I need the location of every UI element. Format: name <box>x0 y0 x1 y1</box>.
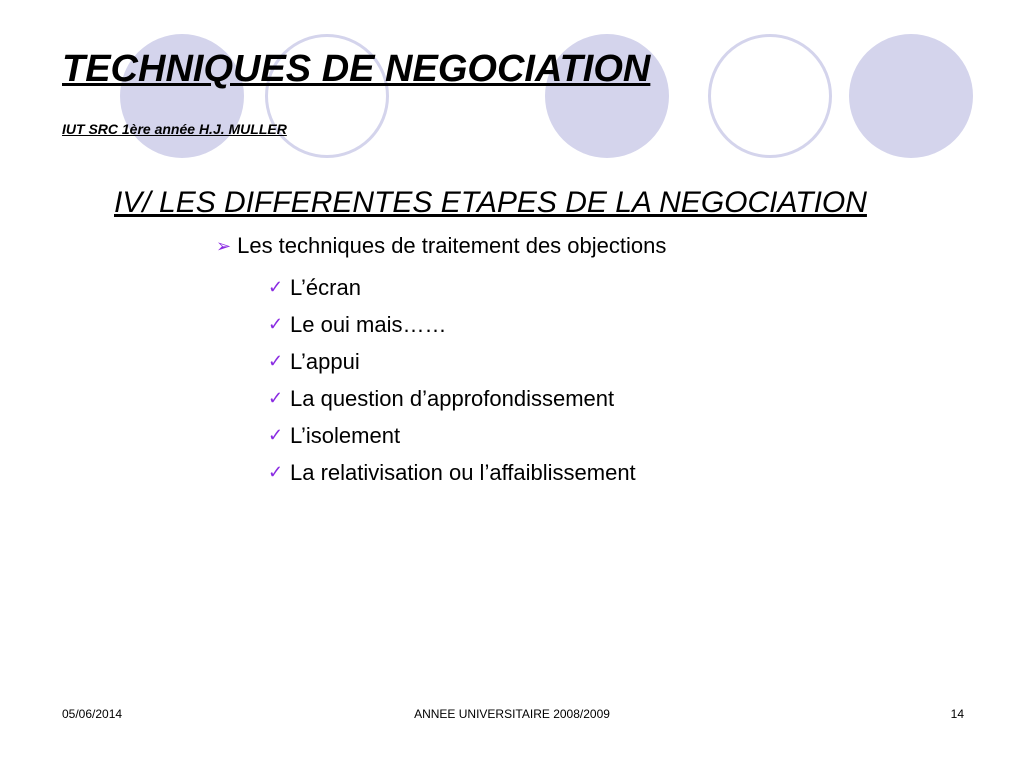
checkmark-icon: ✓ <box>268 388 284 408</box>
list-item-text: La question d’approfondissement <box>290 385 615 411</box>
checkmark-icon: ✓ <box>268 277 284 297</box>
list-item <box>268 306 636 343</box>
decorative-circle-5 <box>849 34 973 158</box>
main-bullet <box>216 233 666 259</box>
list-item <box>268 380 636 417</box>
list-item-text: L’isolement <box>290 422 401 448</box>
checkmark-icon: ✓ <box>268 351 284 371</box>
list-item-text: La relativisation ou l’affaiblissement <box>290 459 636 485</box>
checkmark-icon: ✓ <box>268 314 284 334</box>
footer-center-text: ANNEE UNIVERSITAIRE 2008/2009 <box>414 707 610 721</box>
list-item-text: L’appui <box>290 348 360 374</box>
page-number: 14 <box>950 707 964 721</box>
checkmark-icon: ✓ <box>268 462 284 482</box>
main-bullet-text: Les techniques de traitement des objections <box>237 233 667 258</box>
list-item-text: Le oui mais…… <box>290 311 447 337</box>
footer-date: 05/06/2014 <box>62 707 123 721</box>
slide-subtitle: IUT SRC 1ère année H.J. MULLER <box>62 121 287 137</box>
list-item <box>268 417 636 454</box>
checkmark-icon: ✓ <box>268 425 284 445</box>
list-item <box>268 269 636 306</box>
section-heading: IV/ LES DIFFERENTES ETAPES DE LA NEGOCIATION <box>114 186 867 219</box>
arrow-bullet-icon: ➢ <box>216 235 232 256</box>
list-item <box>268 454 636 491</box>
list-item-text: L’écran <box>290 274 361 300</box>
list-item <box>268 343 636 380</box>
decorative-circle-4 <box>708 34 832 158</box>
objection-techniques-list <box>268 269 636 491</box>
slide-title: TECHNIQUES DE NEGOCIATION <box>62 48 651 90</box>
